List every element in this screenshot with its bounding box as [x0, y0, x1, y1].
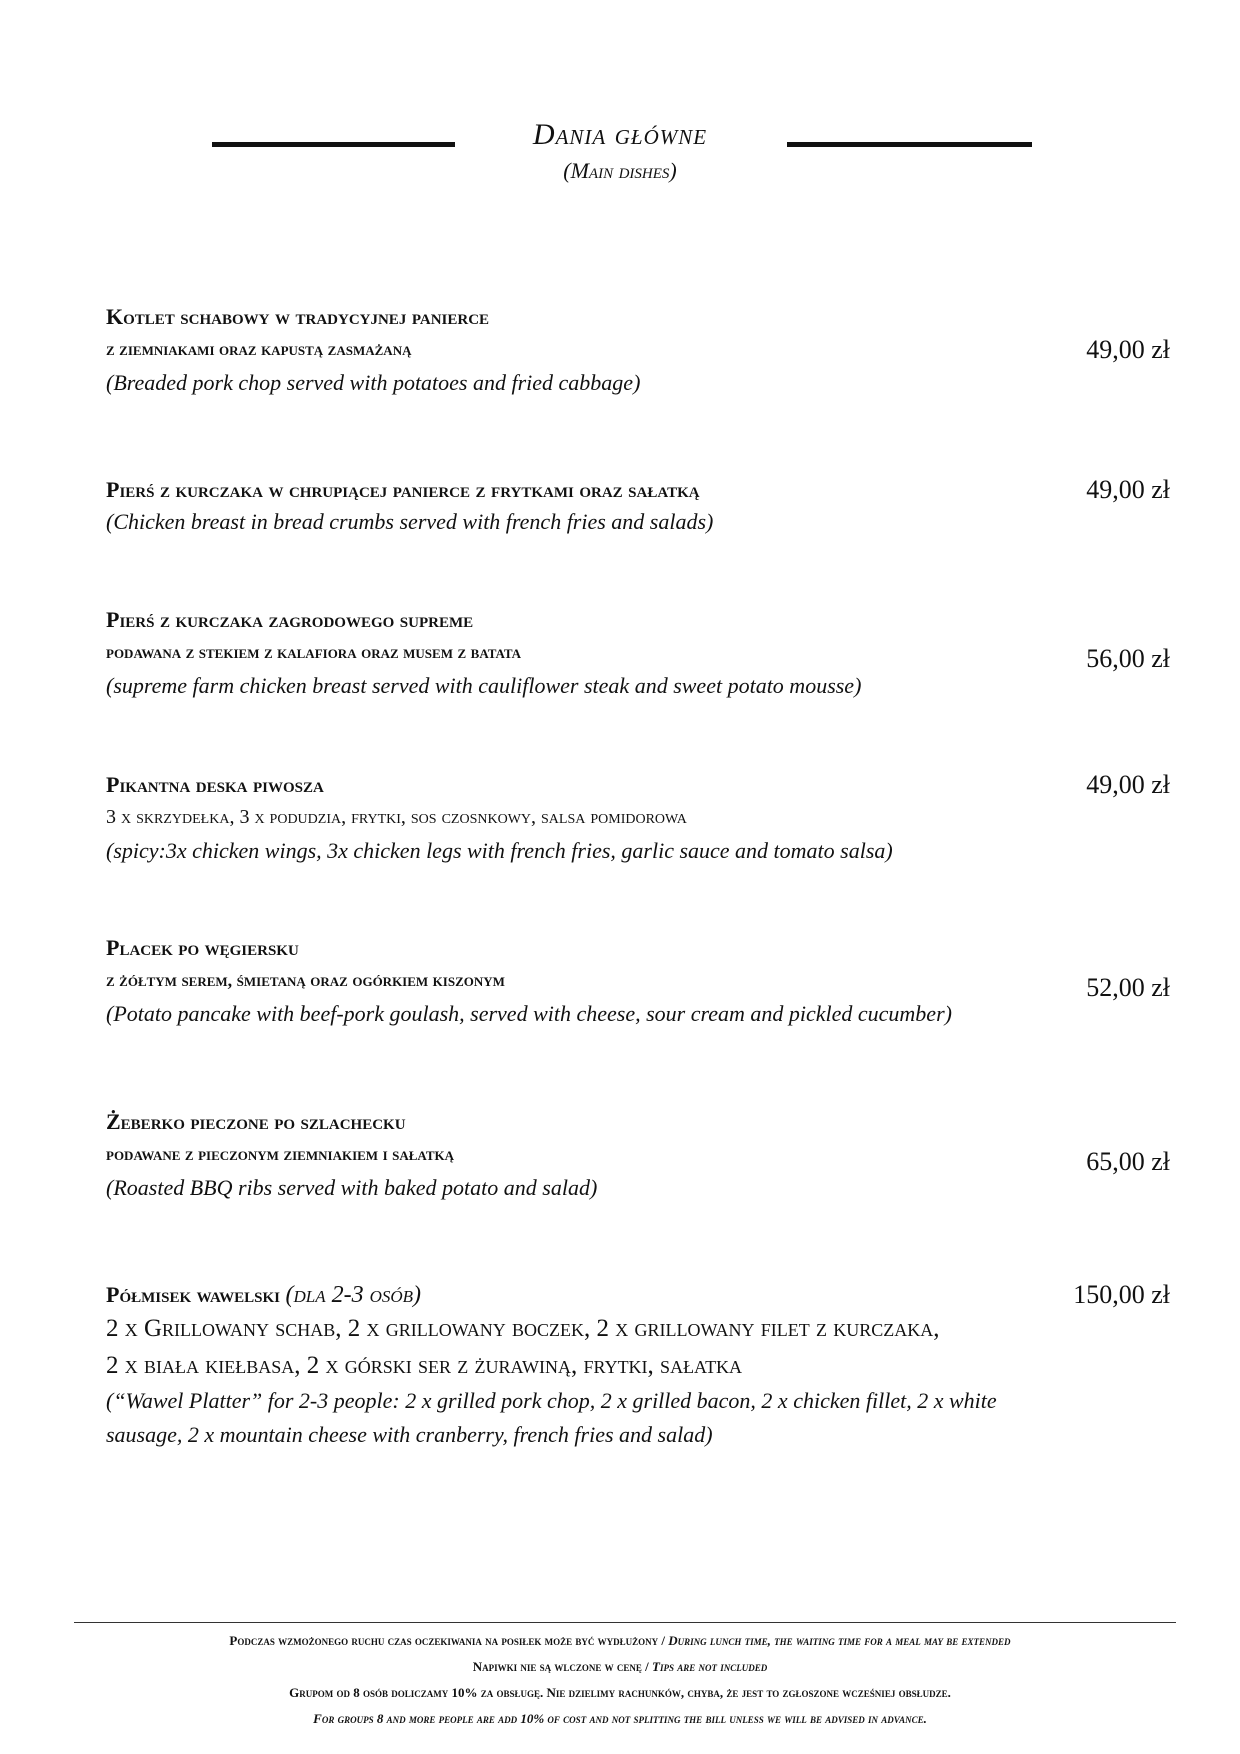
dish-english-line1: (“Wawel Platter” for 2-3 people: 2 x grilled pork chop, 2 x grilled bacon, 2 x chicken fillet, 2 x white	[106, 1388, 997, 1413]
dish-subtitle: z ziemniakami oraz kapustą zasmażaną	[106, 339, 412, 359]
footer-line-groups-pl: Grupom od 8 osób doliczamy 10% za obsługę. Nie dzielimy rachunków, chyba, że jest to zgłoszone wcześniej obsłudze.	[289, 1685, 951, 1700]
dish-subtitle-line2: 2 x biała kiełbasa, 2 x górski ser z żurawiną, frytki, sałatka	[106, 1352, 743, 1379]
footer-tips-pl: Napiwki nie są wlczone w cenę /	[472, 1659, 653, 1674]
dish-price: 52,00 zł	[1086, 973, 1170, 1002]
menu-item-deska-piwosza	[106, 770, 1176, 868]
dish-name	[106, 1280, 1176, 1310]
footer-waiting-pl: Podczas wzmożonego ruchu czas oczekiwania na posiłek może być wydłużony /	[229, 1633, 669, 1648]
dish-name: Żeberko pieczone po szlachecku	[106, 1109, 406, 1134]
menu-item-piers-panierka	[106, 475, 1176, 539]
footer-line-tips	[60, 1654, 1180, 1680]
dish-english: (supreme farm chicken breast served with cauliflower steak and sweet potato mousse)	[106, 673, 862, 698]
dish-price: 150,00 zł	[1073, 1280, 1170, 1309]
footer-waiting-en: During lunch time, the waiting time for a meal may be extended	[668, 1633, 1011, 1648]
menu-item-placek	[106, 933, 1176, 1031]
dish-subtitle: podawana z stekiem z kalafiora oraz musem z batata	[106, 642, 521, 662]
dish-price: 56,00 zł	[1086, 644, 1170, 673]
dish-name: Pierś z kurczaka zagrodowego supreme	[106, 607, 474, 632]
menu-item-piers-supreme	[106, 605, 1176, 703]
menu-header	[0, 118, 1240, 184]
footer-divider	[74, 1622, 1176, 1623]
dish-name: Pikantna deska piwosza	[106, 772, 324, 797]
dish-english: (Potato pancake with beef-pork goulash, served with cheese, sour cream and pickled cucumber)	[106, 1001, 952, 1026]
dish-subtitle: 3 x skrzydełka, 3 x podudzia, frytki, sos czosnkowy, salsa pomidorowa	[106, 806, 687, 828]
dish-price: 49,00 zł	[1086, 475, 1170, 504]
dish-name: Pierś z kurczaka w chrupiącej panierce z frytkami oraz sałatką	[106, 477, 700, 502]
dish-subtitle: z żółtym serem, śmietaną oraz ogórkiem kiszonym	[106, 970, 505, 990]
dish-name-text: Półmisek wawelski	[106, 1282, 280, 1307]
dish-english: (Breaded pork chop served with potatoes and fried cabbage)	[106, 370, 641, 395]
page-subtitle: (Main dishes)	[563, 158, 677, 183]
page-title: Dania główne	[532, 118, 708, 151]
menu-item-zeberko	[106, 1107, 1176, 1205]
dish-price: 49,00 zł	[1086, 770, 1170, 799]
dish-name: Kotlet schabowy w tradycyjnej panierce	[106, 304, 490, 329]
dish-english: (Roasted BBQ ribs served with baked potato and salad)	[106, 1175, 598, 1200]
dish-price: 49,00 zł	[1086, 335, 1170, 364]
footer-tips-en: Tips are not included	[652, 1659, 768, 1674]
dish-english: (Chicken breast in bread crumbs served with french fries and salads)	[106, 509, 714, 534]
footer-notes	[60, 1628, 1180, 1732]
dish-name: Placek po węgiersku	[106, 935, 299, 960]
footer-line-waiting	[60, 1628, 1180, 1654]
footer-line-groups-en: For groups 8 and more people are add 10% of cost and not splitting the bill unless we will be advised in advance.	[313, 1711, 927, 1726]
dish-serving-note: (dla 2-3 osób)	[285, 1282, 422, 1308]
dish-price: 65,00 zł	[1086, 1147, 1170, 1176]
menu-item-kotlet	[106, 302, 1176, 400]
dish-english: (spicy:3x chicken wings, 3x chicken legs with french fries, garlic sauce and tomato salsa)	[106, 838, 893, 863]
menu-item-polmisek	[106, 1280, 1176, 1452]
dish-english-line2: sausage, 2 x mountain cheese with cranberry, french fries and salad)	[106, 1422, 713, 1447]
dish-subtitle-line1: 2 x Grillowany schab, 2 x grillowany boczek, 2 x grillowany filet z kurczaka,	[106, 1315, 940, 1342]
dish-subtitle: podawane z pieczonym ziemniakiem i sałatką	[106, 1144, 455, 1164]
